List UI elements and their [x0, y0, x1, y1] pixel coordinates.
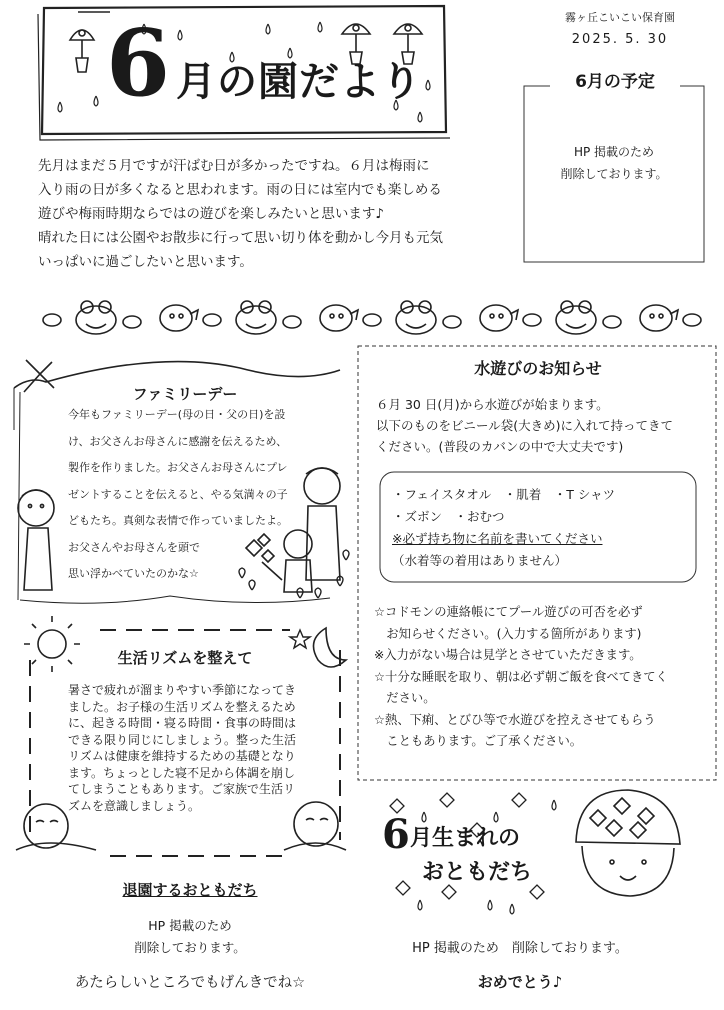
sun-icon [24, 616, 80, 672]
items-note-swimwear: （水着等の着用はありません） [392, 553, 568, 568]
rhythm-line: ズムを意識しましょう。 [68, 798, 201, 813]
schedule-line: HP 掲載のため [573, 145, 655, 159]
rhythm-line: に、起きる時間・寝る時間・食事の時間は [68, 716, 297, 730]
rhythm-title: 生活リズムを整えて [117, 649, 253, 667]
leaving-title: 退園するおともだち [122, 881, 258, 899]
intro-line: 入り雨の日が多くなると思われます。雨の日には室内でも楽しめる [38, 182, 442, 198]
title-month: 6 [106, 9, 171, 117]
issue-date: 2025. 5. 30 [571, 32, 669, 47]
leaving-line: HP 掲載のため [148, 918, 232, 933]
family-day-line: ゼントすることを伝えると、やる気満々の子 [68, 487, 288, 501]
rhythm-text [68, 682, 338, 814]
newsletter-title [100, 9, 430, 126]
birthday-title [382, 812, 582, 892]
water-play-note: こともあります。ご了承ください。 [374, 734, 583, 748]
star-icon [290, 630, 310, 648]
rhythm-line: ました。お子様の生活リズムを整えるため [68, 699, 296, 714]
family-day-line: 今年もファミリーデー(母の日・父の日)を設 [68, 408, 286, 421]
family-day-line: け、お父さんお母さんに感謝を伝えるため、 [68, 434, 288, 448]
water-play-note: ☆熱、下痢、とびひ等で水遊びを控えさせてもらう [374, 712, 656, 727]
school-name: 霧ヶ丘こいこい保育園 [565, 11, 675, 24]
water-play-line: 以下のものをビニール袋(大きめ)に入れて持ってきて [376, 418, 674, 433]
leaving-message: あたらしいところでもげんきでね☆ [74, 975, 306, 991]
water-play-line: ６月 30 日(月)から水遊びが始まります。 [376, 397, 609, 412]
intro-paragraph [38, 154, 518, 274]
water-play-intro [376, 394, 712, 457]
birthday-title-month: 6 [382, 811, 410, 858]
family-day-text [68, 402, 332, 588]
leaving-line: 削除しております。 [134, 940, 246, 955]
items-line: ・ズボン ・おむつ [392, 509, 505, 524]
schedule-title: 6月の予定 [550, 68, 680, 96]
water-play-note: ※入力がない場合は見学とさせていただきます。 [374, 648, 642, 662]
rhythm-line: リズムは健康を維持するための基礎となり [68, 749, 296, 763]
family-day-line: 思い浮かべていたのかな☆ [68, 567, 199, 580]
family-day-line: どもたち。真剣な表情で作っていましたよ。 [68, 514, 288, 527]
birthday-title-line2: おともだち [422, 860, 533, 885]
birthday-title-line1: 月生まれの [410, 826, 521, 851]
water-play-note: ださい。 [374, 691, 436, 705]
water-play-notes [374, 602, 714, 753]
schedule-line: 削除しております。 [560, 167, 668, 181]
items-line: ・フェイスタオル ・肌着 ・T シャツ [392, 487, 616, 502]
intro-line: 先月はまだ５月ですが汗ばむ日が多かったですね。６月は梅雨に [38, 158, 430, 174]
items-list [392, 484, 692, 572]
water-play-line: ください。(普段のカバンの中で大丈夫です) [376, 439, 624, 454]
birthday-note: HP 掲載のため 削除しております。 [412, 941, 628, 956]
intro-line: いっぱいに過ごしたいと思います。 [38, 254, 253, 270]
rhythm-line: てしまうこともあります。ご家族で生活リ [68, 782, 296, 796]
hydrangea-child-illustration [576, 790, 680, 896]
rhythm-line: ます。ちょっとした寝不足から体調を崩し [68, 765, 296, 780]
water-play-note: ☆コドモンの連絡帳にてプール遊びの可否を必ず [374, 605, 643, 619]
intro-line: 遊びや梅雨時期ならではの遊びを楽しみたいと思います♪ [38, 206, 384, 222]
family-day-line: お父さんやお母さんを頭で [68, 540, 200, 554]
intro-line: 晴れた日には公園やお散歩に行って思い切り体を動かし今月も元気 [38, 230, 443, 246]
rhythm-line: 暑さで疲れが溜まりやすい季節になってき [68, 683, 297, 697]
birthday-message: おめでとう♪ [477, 973, 563, 991]
rhythm-line: できる限り同じにしましょう。整った生活 [68, 732, 297, 747]
water-play-note: ☆十分な睡眠を取り、朝は必ず朝ご飯を食べてきてく [374, 669, 668, 684]
water-play-note: お知らせください。(入力する箇所があります) [374, 626, 642, 641]
title-text: 月の園だより [176, 59, 422, 105]
water-play-title: 水遊びのお知らせ [474, 359, 602, 378]
moon-icon [314, 628, 347, 667]
family-day-title: ファミリーデー [132, 385, 238, 403]
frog-border [43, 301, 701, 334]
family-day-line: 製作を作りました。お父さんお母さんにプレ [68, 461, 288, 474]
items-note: ※必ず持ち物に名前を書いてください [392, 531, 603, 546]
